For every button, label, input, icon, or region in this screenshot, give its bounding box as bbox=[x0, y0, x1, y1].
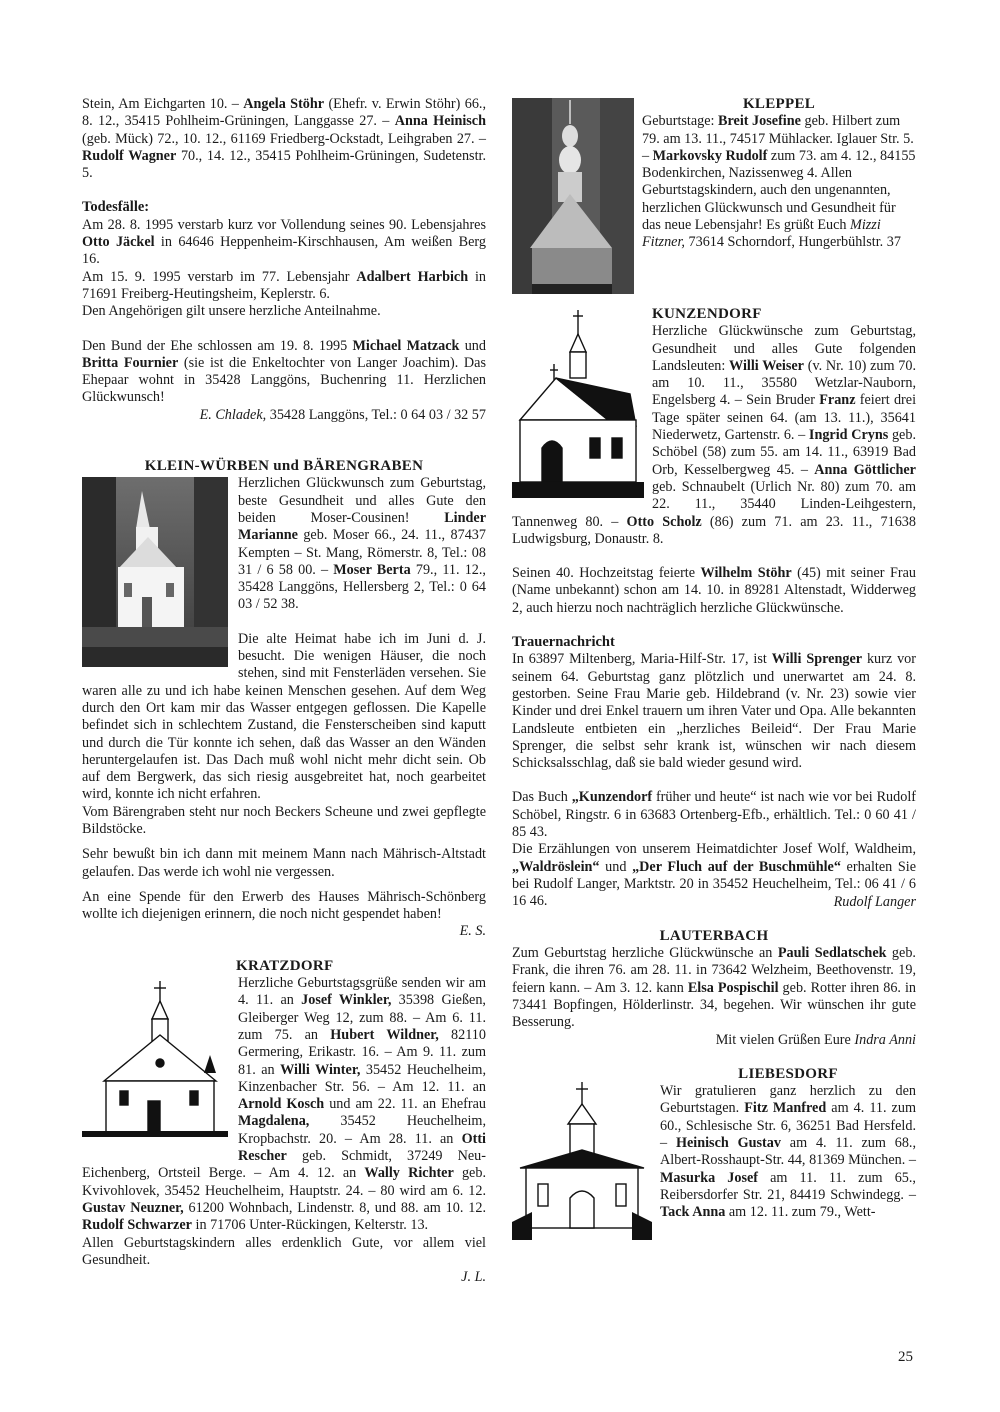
name-highlight: Willi Sprenger bbox=[771, 651, 863, 668]
name-highlight: Pauli Sedlatschek bbox=[777, 945, 887, 962]
name-highlight: „Waldröslein“ bbox=[512, 858, 600, 875]
church-drawing-kratzdorf-image bbox=[82, 977, 228, 1147]
kunzendorf-title: KUNZENDORF bbox=[652, 306, 762, 322]
name-highlight: Angela Stöhr bbox=[243, 96, 325, 112]
chapel-photo bbox=[82, 477, 228, 667]
wedding-paragraph: Den Bund der Ehe schlossen am 19. 8. 1995 Michael Matzack und Britta Fournier (sie ist die Enkeltochter von Langer Joachim). Das Ehepaar wohnt in 35428 Langgöns, Buchenring 11. Herzlichen Glückwunsch! bbox=[82, 337, 486, 406]
kleppel-title: KLEPPEL bbox=[742, 96, 816, 112]
kratzdorf-signature: J. L. bbox=[461, 1269, 486, 1286]
kratzdorf-birthdays: Herzliche Geburtstagsgrüße senden wir am 4. 11. an Josef Winkler, 35398 Gießen, Gleiberger Weg 12, zum 88. – Am 6. 11. zum 75. an Hubert Wildner, 82110 Germering, Erikastr. 16. – Am 9. 11. zum 81. an Willi Winter, 35452 Heuchelheim, Kinzenbacher Str. 56. – Am 12. 11. an Arnold Kosch und am 22. 11. an Ehefrau Magdalena, 35452 Heuchelheim, Kropbachstr. 20. – Am 28. 11. an Otti Rescher geb. Schmidt, 37249 Neu-Eichenberg, Ortsteil Berge. – Am 4. 12. an Wally Richter geb. Kvivohlovek, 35452 Heuchelheim, Hauptstr. 24. – 80 wird am 6. 12. Gustav Neuzner, 61200 Wohnbach, Lindenstr. 8, und 88. am 10. 12. Rudolf Schwarzer in 71706 Unter-Rückingen, Kelterstr. 13. bbox=[82, 975, 487, 1234]
name-highlight: „Kunzendorf bbox=[571, 789, 653, 806]
name-highlight: Hubert Wildner, bbox=[330, 1026, 439, 1043]
right-column bbox=[512, 96, 916, 1246]
chapel-photo-image bbox=[82, 477, 228, 667]
lauterbach-text: Zum Geburtstag herzliche Glückwünsche an Pauli Sedlatschek geb. Frank, die ihren 76. am 28. 11. in 73642 Welzheim, Beethovenstr. 19, feiern kann. – Am 3. 12. kann Elsa Pospischil geb. Rotter ihren 86. in 73441 Bopfingen, Hölderlinstr. 34, begehen. Wir wünschen ihr gute Besserung. bbox=[512, 945, 916, 1031]
name-highlight: Otti Rescher bbox=[238, 1130, 486, 1165]
name-highlight: Britta Fournier bbox=[82, 354, 179, 371]
italic-name: Indra Anni bbox=[854, 1031, 916, 1048]
klein-wuerben-story: Die alte Heimat habe ich im Juni d. J. besucht. Die wenigen Häuser, die noch stehen, sind mit Fensterläden versehen. Sie waren alle zu und ich habe keinen Menschen gesehen. Auf dem Weg durch den Ort kam mir das Wasser entgegen geflossen. Die Kapelle befindet sich in schlechtem Zustand, die Fensterscheiben sind kaputt und durch die Tür konnte ich sehen, daß das Wasser an den Wänden heruntergelaufen ist. Das Dach muß wohl nicht mehr dicht sein. Ob auf dem Bergwerk, das sich riesig ausgebreitet hat, noch gearbeitet wird, konnte ich nicht erfahren. bbox=[82, 630, 486, 803]
name-highlight: Linder Marianne bbox=[238, 509, 486, 544]
name-highlight: Anna Göttlicher bbox=[814, 461, 916, 478]
death-notice-1: Am 28. 8. 1995 verstarb kurz vor Vollendung seines 90. Lebensjahres Otto Jäckel in 64646 Heppenheim-Kirschhausen, Am weißen Berg 16. bbox=[82, 216, 486, 268]
death-notice-2: Am 15. 9. 1995 verstarb im 77. Lebensjahr Adalbert Harbich in 71691 Freiberg-Heutingsheim, Keplerstr. 6. bbox=[82, 268, 486, 302]
name-highlight: Markovsky Rudolf bbox=[652, 147, 768, 164]
church-drawing-kunzendorf bbox=[512, 308, 644, 508]
name-highlight: Fitz Manfred bbox=[744, 1100, 827, 1117]
wedding-signature: E. Chladek, 35428 Langgöns, Tel.: 0 64 03 / 32 57 bbox=[199, 406, 486, 423]
name-highlight: Rudolf Wagner bbox=[82, 147, 177, 164]
church-drawing-liebesdorf-image bbox=[512, 1072, 652, 1242]
name-highlight: Willi Weiser bbox=[729, 357, 804, 374]
name-highlight: Michael Matzack bbox=[352, 337, 460, 354]
death-notice-3: Den Angehörigen gilt unsere herzliche Anteilnahme. bbox=[82, 303, 381, 320]
book-kunzendorf: Das Buch „Kunzendorf früher und heute“ ist nach wie vor bei Rudolf Schöbel, Ringstr. 6 in 63683 Ortenberg-Efb., erhältlich. Tel.: 0 60 41 / 85 43. bbox=[512, 789, 916, 841]
page-number: 25 bbox=[898, 1349, 913, 1365]
name-highlight: Josef Winkler, bbox=[301, 992, 392, 1009]
klein-wuerben-title: KLEIN-WÜRBEN und BÄRENGRABEN bbox=[144, 458, 424, 475]
klein-wuerben-p4: An eine Spende für den Erwerb des Hauses Mährisch-Schönberg wollte ich diejenigen erinnern, die noch nicht gespendet haben! bbox=[82, 888, 486, 923]
liebesdorf-title: LIEBESDORF bbox=[738, 1065, 838, 1082]
kratzdorf-closing: Allen Geburtstagskindern alles erdenklich Gute, vor allem viel Gesundheit. bbox=[82, 1234, 486, 1268]
liebesdorf-text: Wir gratulieren ganz herzlich zu den Geburtstagen. Fitz Manfred am 4. 11. zum 60., Schlesische Str. 6, 36251 Bad Hersfeld. – Heinisch Gustav am 4. 11. zum 68., Albert-Rosshaupt-Str. 44, 81369 München. – Masurka Josef am 11. 11. zum 65., Reibersdorfer Str. 21, 84419 Schwindegg. – Tack Anna am 12. 11. zum 79., Wett- bbox=[660, 1083, 917, 1221]
name-highlight: Magdalena, bbox=[238, 1113, 310, 1130]
church-drawing-liebesdorf bbox=[512, 1072, 652, 1242]
lauterbach-title: LAUTERBACH bbox=[659, 927, 769, 944]
name-highlight: Rudolf Schwarzer bbox=[82, 1217, 192, 1234]
name-highlight: Anna Heinisch bbox=[394, 113, 486, 130]
name-highlight: Wally Richter bbox=[364, 1165, 454, 1182]
name-highlight: Otto Jäckel bbox=[82, 234, 155, 251]
intro-paragraph: Stein, Am Eichgarten 10. – Angela Stöhr (Ehefr. v. Erwin Stöhr) 66., 8. 12., 35415 Pohlheim-Grüningen, Langgasse 27. – Anna Heinisch (geb. Mück) 72., 10. 12., 61169 Friedberg-Ockstadt, Leihgraben 27. – Rudolf Wagner 70., 14. 12., 35415 Pohlheim-Grüningen, Sudetenstr. 5. bbox=[82, 96, 487, 182]
name-highlight: Breit Josefine bbox=[718, 113, 801, 130]
church-photo-kleppel-image bbox=[512, 98, 634, 294]
name-highlight: Arnold Kosch bbox=[238, 1096, 325, 1113]
name-highlight: Moser Berta bbox=[333, 561, 411, 578]
lauterbach-signature: Mit vielen Grüßen Eure Indra Anni bbox=[715, 1031, 916, 1048]
name-highlight: Franz bbox=[819, 392, 856, 409]
church-drawing-kratzdorf bbox=[82, 977, 228, 1147]
name-highlight: Willi Winter, bbox=[280, 1061, 361, 1078]
book-wolf: Die Erzählungen von unserem Heimatdichter Josef Wolf, Waldheim, „Waldröslein“ und „Der Fluch auf der Buschmühle“ erhalten Sie bei Rudolf Langer, Marktstr. 20 in 35452 Heuchelheim, Tel.: 06 41 / 6 16 46. bbox=[512, 841, 917, 910]
church-photo-kleppel bbox=[512, 98, 634, 294]
name-highlight: Heinisch Gustav bbox=[675, 1135, 781, 1152]
kunzendorf-anniversary: Seinen 40. Hochzeitstag feierte Wilhelm Stöhr (45) mit seiner Frau (Name unbekannt) schon am 14. 10. in 89281 Altenstadt, Widderweg 2, auch hierzu noch nachträglich herzliche Glückwünsche. bbox=[512, 565, 916, 616]
name-highlight: Elsa Pospischil bbox=[687, 979, 779, 996]
book-signature: Rudolf Langer bbox=[833, 893, 916, 910]
klein-wuerben-greeting: Herzlichen Glückwunsch zum Geburtstag, beste Gesundheit und alles Gute den beiden Moser-Cousinen! Linder Marianne geb. Moser 66., 24. 11., 87437 Kempten – St. Mang, Römerstr. 8, Tel.: 08 31 / 6 58 00. – Moser Berta 79., 11. 12., 35428 Langgöns, Hellersberg 2, Tel.: 0 64 03 / 52 38. bbox=[238, 475, 486, 613]
italic-name: Mizzi Fitzner, bbox=[642, 217, 881, 251]
name-highlight: „Der Fluch auf der Buschmühle“ bbox=[632, 858, 841, 875]
name-highlight: Wilhelm Stöhr bbox=[700, 565, 792, 582]
name-highlight: Adalbert Harbich bbox=[356, 268, 469, 285]
klein-wuerben-p2: Vom Bärengraben steht nur noch Beckers Scheune und zwei gepflegte Bildstöcke. bbox=[82, 803, 486, 837]
name-highlight: Tack Anna bbox=[660, 1204, 726, 1221]
kratzdorf-title: KRATZDORF bbox=[236, 957, 334, 974]
church-drawing-kunzendorf-image bbox=[512, 308, 644, 508]
name-highlight: Masurka Josef bbox=[660, 1169, 759, 1186]
kleppel-text: Geburtstage: Breit Josefine geb. Hilbert zum 79. am 13. 11., 74517 Mühlacker. Iglauer Str. 5. – Markovsky Rudolf zum 73. am 4. 12., 84155 Bodenkirchen, Nazissenweg 4. Allen Geburtstagskindern, auch den ungenannten, herzlichen Glückwunsch und Gesundheit für das neue Lebensjahr! Es grüßt Euch Mizzi Fitzner, 73614 Schorndorf, Hungerbühlstr. 37 bbox=[642, 113, 916, 251]
name-highlight: Gustav Neuzner, bbox=[82, 1199, 184, 1216]
trauer-text: In 63897 Miltenberg, Maria-Hilf-Str. 17, ist Willi Sprenger kurz vor seinem 64. Geburtstag ganz plötzlich und unerwartet am 24. 8. gestorben. Seine Frau Marie geb. Hildebrand (v. Nr. 23) sowie vier Kinder und drei Enkel trauern um ihren Vater und Opa. Alle bekannten Landsleute entbieten ein „herzliches Beileid“. Der Frau Marie Sprenger, die selbst sehr krank ist, wünschen wir nach diesem Schicksalsschlag, daß sie bald wieder gesund wird. bbox=[512, 651, 916, 772]
name-highlight: Ingrid Cryns bbox=[808, 427, 889, 444]
name-highlight: Otto Scholz bbox=[626, 513, 702, 530]
deaths-title: Todesfälle: bbox=[82, 199, 150, 216]
italic-name: E. Chladek, bbox=[199, 406, 267, 423]
kunzendorf-text: Herzliche Glückwünsche zum Geburtstag, Gesundheit und alles Gute folgenden Landsleuten: Willi Weiser (v. Nr. 10) zum 70. am 10. 11., 35580 Wetzlar-Nauborn, Engelsberg 4. – Sein Bruder Franz feiert drei Tage später seinen 64. (am 13. 11.), 35641 Niederwetz, Gartenstr. 6. – Ingrid Cryns geb. Schöbel (58) zum 55. am 14. 11., 63919 Bad Orb, Kesselbergweg 45. – Anna Göttlicher geb. Schnaubelt (Urlich Nr. 80) zum 70. am 22. 11., 35440 Linden-Leihgestern, Tannenweg 80. – Otto Scholz (86) zum 71. am 23. 11., 71638 Ludwigsburg, Donaustr. 8. bbox=[512, 323, 917, 547]
klein-wuerben-p3: Sehr bewußt bin ich dann mit meinem Mann nach Mährisch-Altstadt gelaufen. Das werde ich wohl nie vergessen. bbox=[82, 846, 486, 880]
trauer-title: Trauernachricht bbox=[512, 634, 615, 651]
left-column bbox=[82, 96, 486, 1286]
klein-wuerben-signature: E. S. bbox=[459, 923, 486, 940]
